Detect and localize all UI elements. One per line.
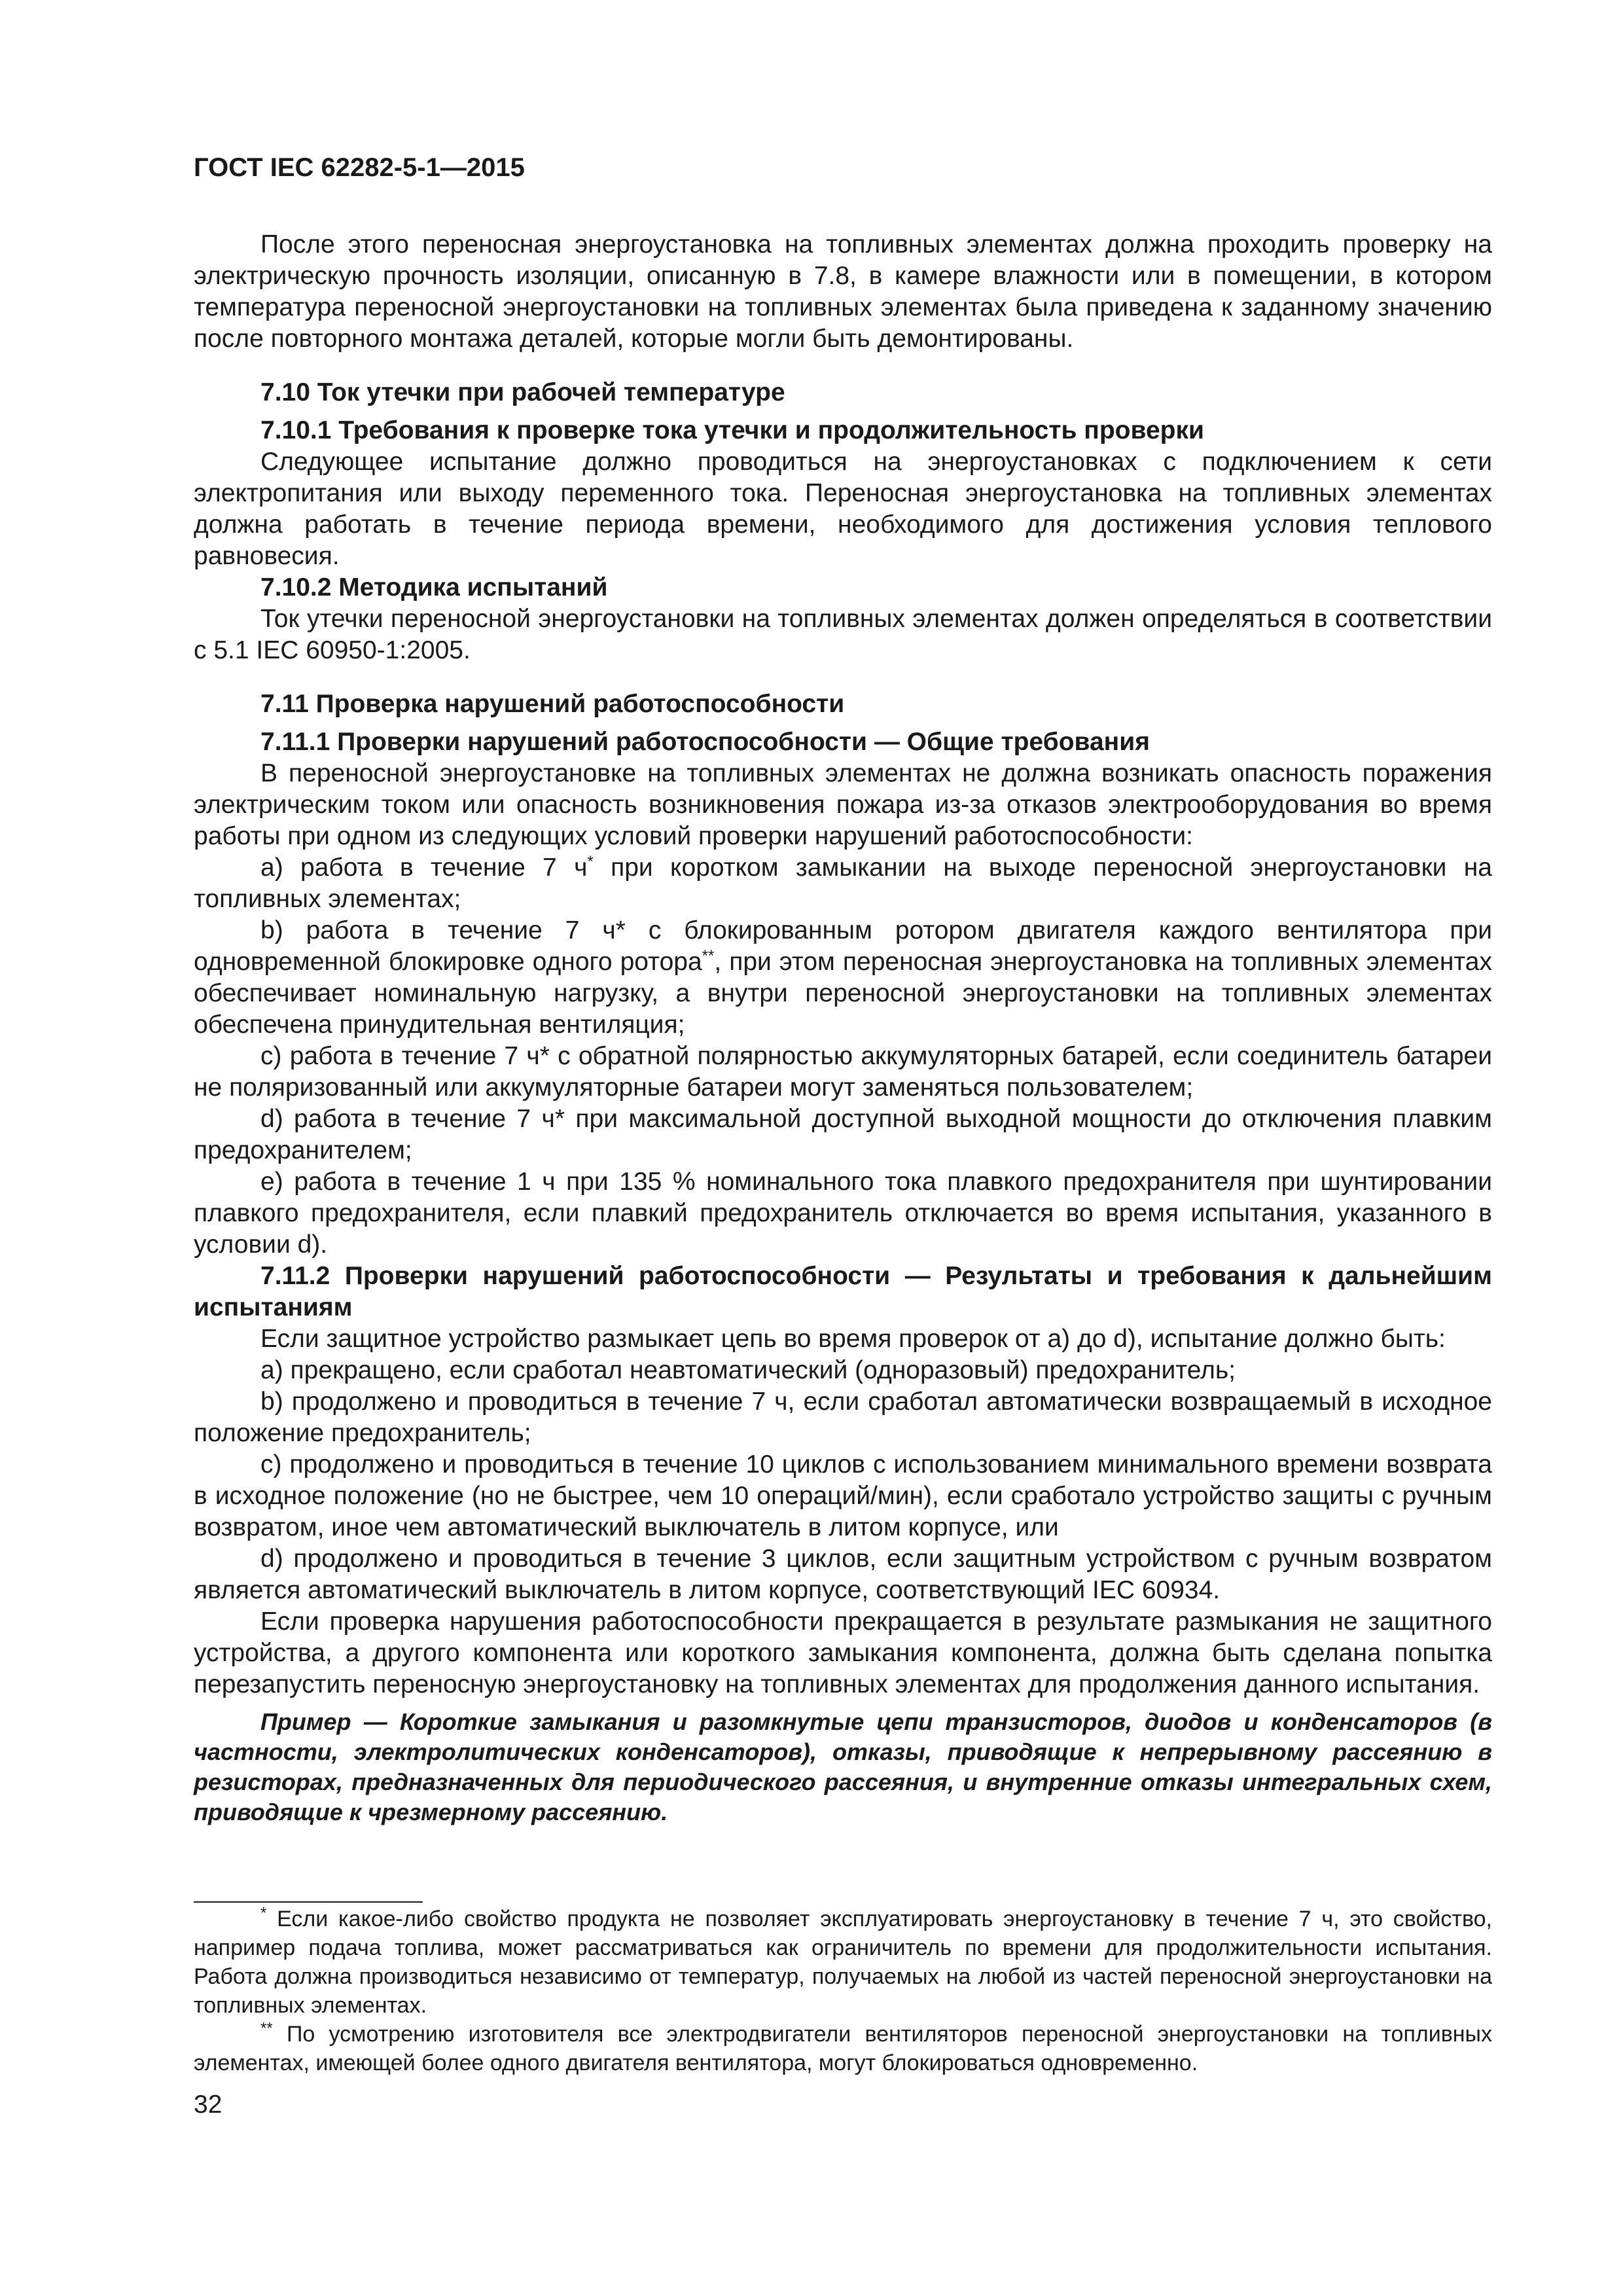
result-item-a: а) прекращено, если сработал неавтоматический (одноразовый) предохранитель; xyxy=(260,1356,1236,1384)
paragraph-7-11-2-final: Если проверка нарушения работоспособности прекращается в результате размыкания не защитного устройства, а другого компонента или короткого замыкания компонента, должна быть сделана попытка перезапустить переносную энергоустановку на топливных элементах для продолжения данного испытания. xyxy=(194,1607,1492,1698)
result-item-c: с) продолжено и проводиться в течение 10 циклов с использованием минимального времени возврата в исходное положение (но не быстрее, чем 10 операций/мин), если сработало устройство защиты с ручным возвратом, иное чем автоматический выключатель в литом корпусе, или xyxy=(194,1450,1492,1541)
footnote-divider xyxy=(194,1901,423,1903)
page-number: 32 xyxy=(194,2090,223,2119)
result-item-b: b) продолжено и проводиться в течение 7 ч, если сработал автоматически возвращаемый в исходное положение предохранитель; xyxy=(194,1388,1492,1447)
result-item-d: d) продолжено и проводиться в течение 3 циклов, если защитным устройством с ручным возвратом является автоматический выключатель в литом корпусе, соответствующий IEC 60934. xyxy=(194,1545,1492,1604)
intro-paragraph: После этого переносная энергоустановка на топливных элементах должна проходить проверку на электрическую прочность изоляции, описанную в 7.8, в камере влажности или в помещении, в котором температура переносной энергоустановки на топливных элементах была приведена к заданному значению после повторного монтажа деталей, которые могли быть демонтированы. xyxy=(194,230,1492,353)
footnote-mark-1: * xyxy=(260,1904,267,1922)
paragraph-7-11-1: В переносной энергоустановке на топливных элементах не должна возникать опасность поражения электрическим током или опасность возникновения пожара из-за отказов электрооборудования во время работы при одном из следующих условий проверки нарушений работоспособности: xyxy=(194,759,1492,850)
heading-7-11: 7.11 Проверка нарушений работоспособности xyxy=(260,690,845,718)
heading-7-10-2: 7.10.2 Методика испытаний xyxy=(260,573,608,601)
heading-7-11-2: 7.11.2 Проверки нарушений работоспособности — Результаты и требования к дальнейшим испытаниям xyxy=(194,1262,1492,1321)
list-item-a: а) работа в течение 7 ч* при коротком замыкании на выходе переносной энергоустановки на топливных элементах; xyxy=(194,853,1492,913)
heading-7-11-1: 7.11.1 Проверки нарушений работоспособности — Общие требования xyxy=(260,728,1150,756)
footnote-ref-1: * xyxy=(587,853,594,870)
footnotes xyxy=(194,1905,1492,2077)
document-header: ГОСТ IEC 62282-5-1—2015 xyxy=(194,153,525,182)
paragraph-7-10-1: Следующее испытание должно проводиться на энергоустановках с подключением к сети электропитания или выходу переменного тока. Переносная энергоустановка на топливных элементах должна работать в течение периода времени, необходимого для достижения условия теплового равновесия. xyxy=(194,448,1492,570)
heading-7-10-1: 7.10.1 Требования к проверке тока утечки и продолжительность проверки xyxy=(260,416,1204,444)
footnote-2: ** По усмотрению изготовителя все электродвигатели вентиляторов переносной энергоустановки на топливных элементах, имеющей более одного двигателя вентилятора, могут блокироваться одновременно. xyxy=(194,2019,1492,2075)
heading-7-10: 7.10 Ток утечки при рабочей температуре xyxy=(260,378,785,406)
list-item-c: с) работа в течение 7 ч* с обратной полярностью аккумуляторных батарей, если соединитель батареи не поляризованный или аккумуляторные батареи могут заменяться пользователем; xyxy=(194,1042,1492,1102)
footnote-mark-2: ** xyxy=(260,2019,273,2037)
paragraph-7-10-2: Ток утечки переносной энергоустановки на топливных элементах должен определяться в соответствии с 5.1 IEC 60950-1:2005. xyxy=(194,605,1492,664)
main-content xyxy=(194,229,1492,1827)
footnote-ref-2: ** xyxy=(702,947,715,965)
paragraph-7-11-2-intro: Если защитное устройство размыкает цепь во время проверок от а) до d), испытание должно быть: xyxy=(260,1325,1446,1353)
list-item-d: d) работа в течение 7 ч* при максимальной доступной выходной мощности до отключения плавким предохранителем; xyxy=(194,1105,1492,1164)
list-item-e: е) работа в течение 1 ч при 135 % номинального тока плавкого предохранителя при шунтировании плавкого предохранителя, если плавкий предохранитель отключается во время испытания, указанного в условии d). xyxy=(194,1168,1492,1259)
example-note: Пример — Короткие замыкания и разомкнутые цепи транзисторов, диодов и конденсаторов (в частности, электролитических конденсаторов), отказы, приводящие к непрерывному рассеянию в резисторах, предназначенных для периодического рассеяния, и внутренние отказы интегральных схем, приводящие к чрезмерному рассеянию. xyxy=(194,1708,1492,1825)
footnote-1: * Если какое-либо свойство продукта не позволяет эксплуатировать энергоустановку в течение 7 ч, это свойство, например подача топлива, может рассматриваться как ограничитель по времени для продолжительности испытания. Работа должна производиться независимо от температур, получаемых на любой из частей переносной энергоустановки на топливных элементах. xyxy=(194,1904,1492,2018)
list-item-b: b) работа в течение 7 ч* с блокированным ротором двигателя каждого вентилятора при одновременной блокировке одного ротора**, при этом переносная энергоустановка на топливных элементах обеспечивает номинальную нагрузку, а внутри переносной энергоустановки на топливных элементах обеспечена принудительная вентиляция; xyxy=(194,916,1492,1039)
